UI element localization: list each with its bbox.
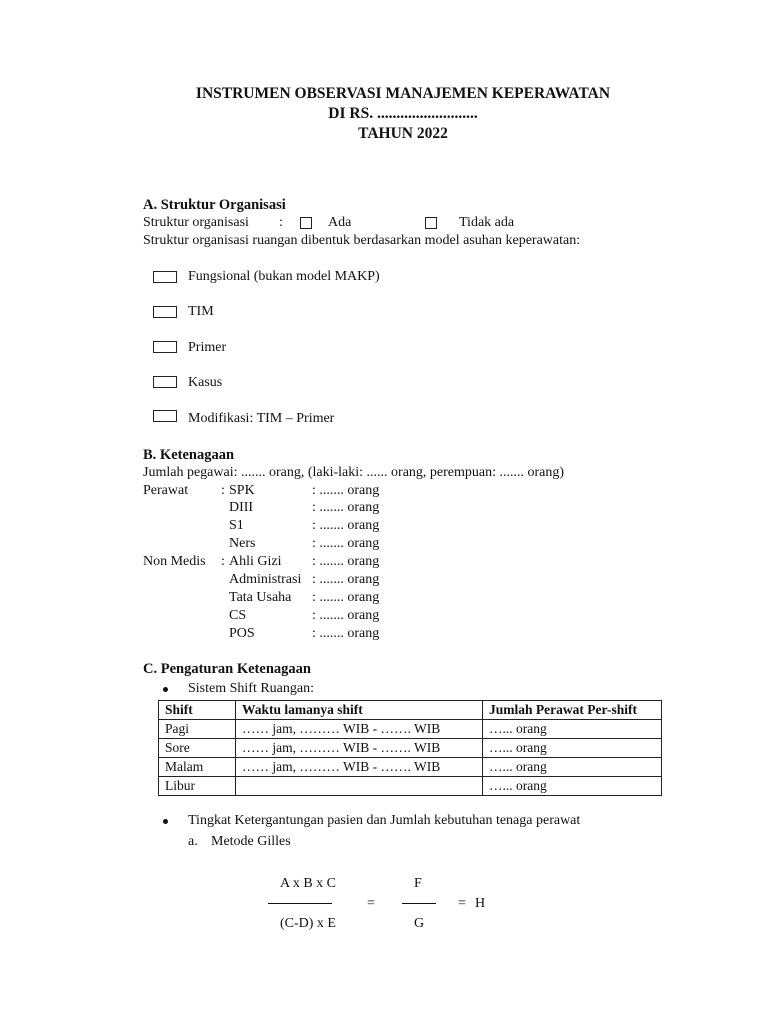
shift-table-header: Waktu lamanya shift xyxy=(236,701,483,720)
model-checkbox-fungsional[interactable] xyxy=(153,271,177,283)
staff-row-name: CS xyxy=(229,608,247,623)
staff-row-value: : ....... orang xyxy=(312,500,380,515)
shift-table-header-row xyxy=(159,701,662,720)
model-checkbox-kasus[interactable] xyxy=(153,376,177,388)
model-label-primer: Primer xyxy=(188,340,227,355)
table-cell: …… jam, ……… WIB - ……. WIB xyxy=(236,739,483,758)
formula-denominator-1: (C-D) x E xyxy=(280,916,336,931)
fraction-bar xyxy=(402,903,436,904)
table-cell: Pagi xyxy=(159,720,236,739)
model-checkbox-tim[interactable] xyxy=(153,306,177,318)
table-row xyxy=(159,758,662,777)
staff-row-value: : ....... orang xyxy=(312,590,380,605)
formula-equals-2: = xyxy=(458,896,466,911)
formula-result: H xyxy=(475,896,486,911)
document-title-line-1: INSTRUMEN OBSERVASI MANAJEMEN KEPERAWATAN xyxy=(195,85,611,102)
struktur-organisasi-label: Struktur organisasi xyxy=(143,215,249,230)
staff-row-name: Tata Usaha xyxy=(229,590,292,605)
model-label-fungsional: Fungsional (bukan model MAKP) xyxy=(188,269,380,284)
staff-row-name: Administrasi xyxy=(229,572,302,587)
bullet-icon xyxy=(163,819,168,824)
formula-numerator-2: F xyxy=(414,876,422,891)
staff-row-value: : ....... orang xyxy=(312,572,380,587)
formula-equals-1: = xyxy=(367,896,375,911)
staff-row-value: : ....... orang xyxy=(312,608,380,623)
table-cell xyxy=(236,777,483,796)
sistem-shift-label: Sistem Shift Ruangan: xyxy=(188,681,314,696)
staff-row-value: : ....... orang xyxy=(312,536,380,551)
staff-row-value: : ....... orang xyxy=(312,554,380,569)
ketergantungan-text: Tingkat Ketergantungan pasien dan Jumlah kebutuhan tenaga perawat xyxy=(188,813,581,828)
non-medis-label: Non Medis xyxy=(143,554,206,569)
section-a-heading: A. Struktur Organisasi xyxy=(143,197,286,213)
model-checkbox-modifikasi[interactable] xyxy=(153,410,177,422)
document-title-line-2: DI RS. .......................... xyxy=(328,105,478,122)
bullet-icon xyxy=(163,687,168,692)
table-cell: Sore xyxy=(159,739,236,758)
document-title-line-3: TAHUN 2022 xyxy=(358,125,448,142)
table-cell: …… jam, ……… WIB - ……. WIB xyxy=(236,720,483,739)
staff-row-prefix: : xyxy=(221,554,225,569)
perawat-label: Perawat xyxy=(143,483,189,498)
shift-table-header: Jumlah Perawat Per-shift xyxy=(483,701,662,720)
model-label-tim: TIM xyxy=(188,304,214,319)
model-label-kasus: Kasus xyxy=(188,375,223,390)
ada-checkbox[interactable] xyxy=(300,217,312,229)
table-cell: …... orang xyxy=(483,720,662,739)
formula-denominator-2: G xyxy=(414,916,425,931)
shift-table xyxy=(158,700,662,796)
staff-row-name: Ahli Gizi xyxy=(229,554,282,569)
staff-row-name: POS xyxy=(229,626,255,641)
staff-row-value: : ....... orang xyxy=(312,626,380,641)
staff-row-value: : ....... orang xyxy=(312,483,380,498)
model-label-modifikasi: Modifikasi: TIM – Primer xyxy=(188,411,335,426)
section-b-heading: B. Ketenagaan xyxy=(143,447,235,463)
staff-row-prefix: : xyxy=(221,483,225,498)
table-cell: Malam xyxy=(159,758,236,777)
table-row xyxy=(159,739,662,758)
sub-item-marker: a. xyxy=(188,834,198,849)
tidak-ada-label: Tidak ada xyxy=(459,215,515,230)
tidak-ada-checkbox[interactable] xyxy=(425,217,437,229)
table-cell: …... orang xyxy=(483,739,662,758)
shift-table-header: Shift xyxy=(159,701,236,720)
staff-row-name: S1 xyxy=(229,518,244,533)
staff-row-name: SPK xyxy=(229,483,255,498)
metode-gilles-label: Metode Gilles xyxy=(211,834,291,849)
table-cell: …… jam, ……… WIB - ……. WIB xyxy=(236,758,483,777)
table-row xyxy=(159,720,662,739)
staff-row-value: : ....... orang xyxy=(312,518,380,533)
section-c-heading: C. Pengaturan Ketenagaan xyxy=(143,661,311,677)
formula-numerator-1: A x B x C xyxy=(280,876,337,891)
jumlah-pegawai-text: Jumlah pegawai: ....... orang, (laki-laki: ...... orang, perempuan: ....... orang) xyxy=(143,465,565,480)
staff-row-name: Ners xyxy=(229,536,256,551)
table-row xyxy=(159,777,662,796)
table-cell: Libur xyxy=(159,777,236,796)
staff-row-name: DIII xyxy=(229,500,254,515)
model-asuhan-text: Struktur organisasi ruangan dibentuk berdasarkan model asuhan keperawatan: xyxy=(143,233,581,248)
struktur-colon: : xyxy=(279,215,283,230)
fraction-bar xyxy=(268,903,332,904)
ada-label: Ada xyxy=(328,215,352,230)
table-cell: …... orang xyxy=(483,777,662,796)
model-checkbox-primer[interactable] xyxy=(153,341,177,353)
table-cell: …... orang xyxy=(483,758,662,777)
